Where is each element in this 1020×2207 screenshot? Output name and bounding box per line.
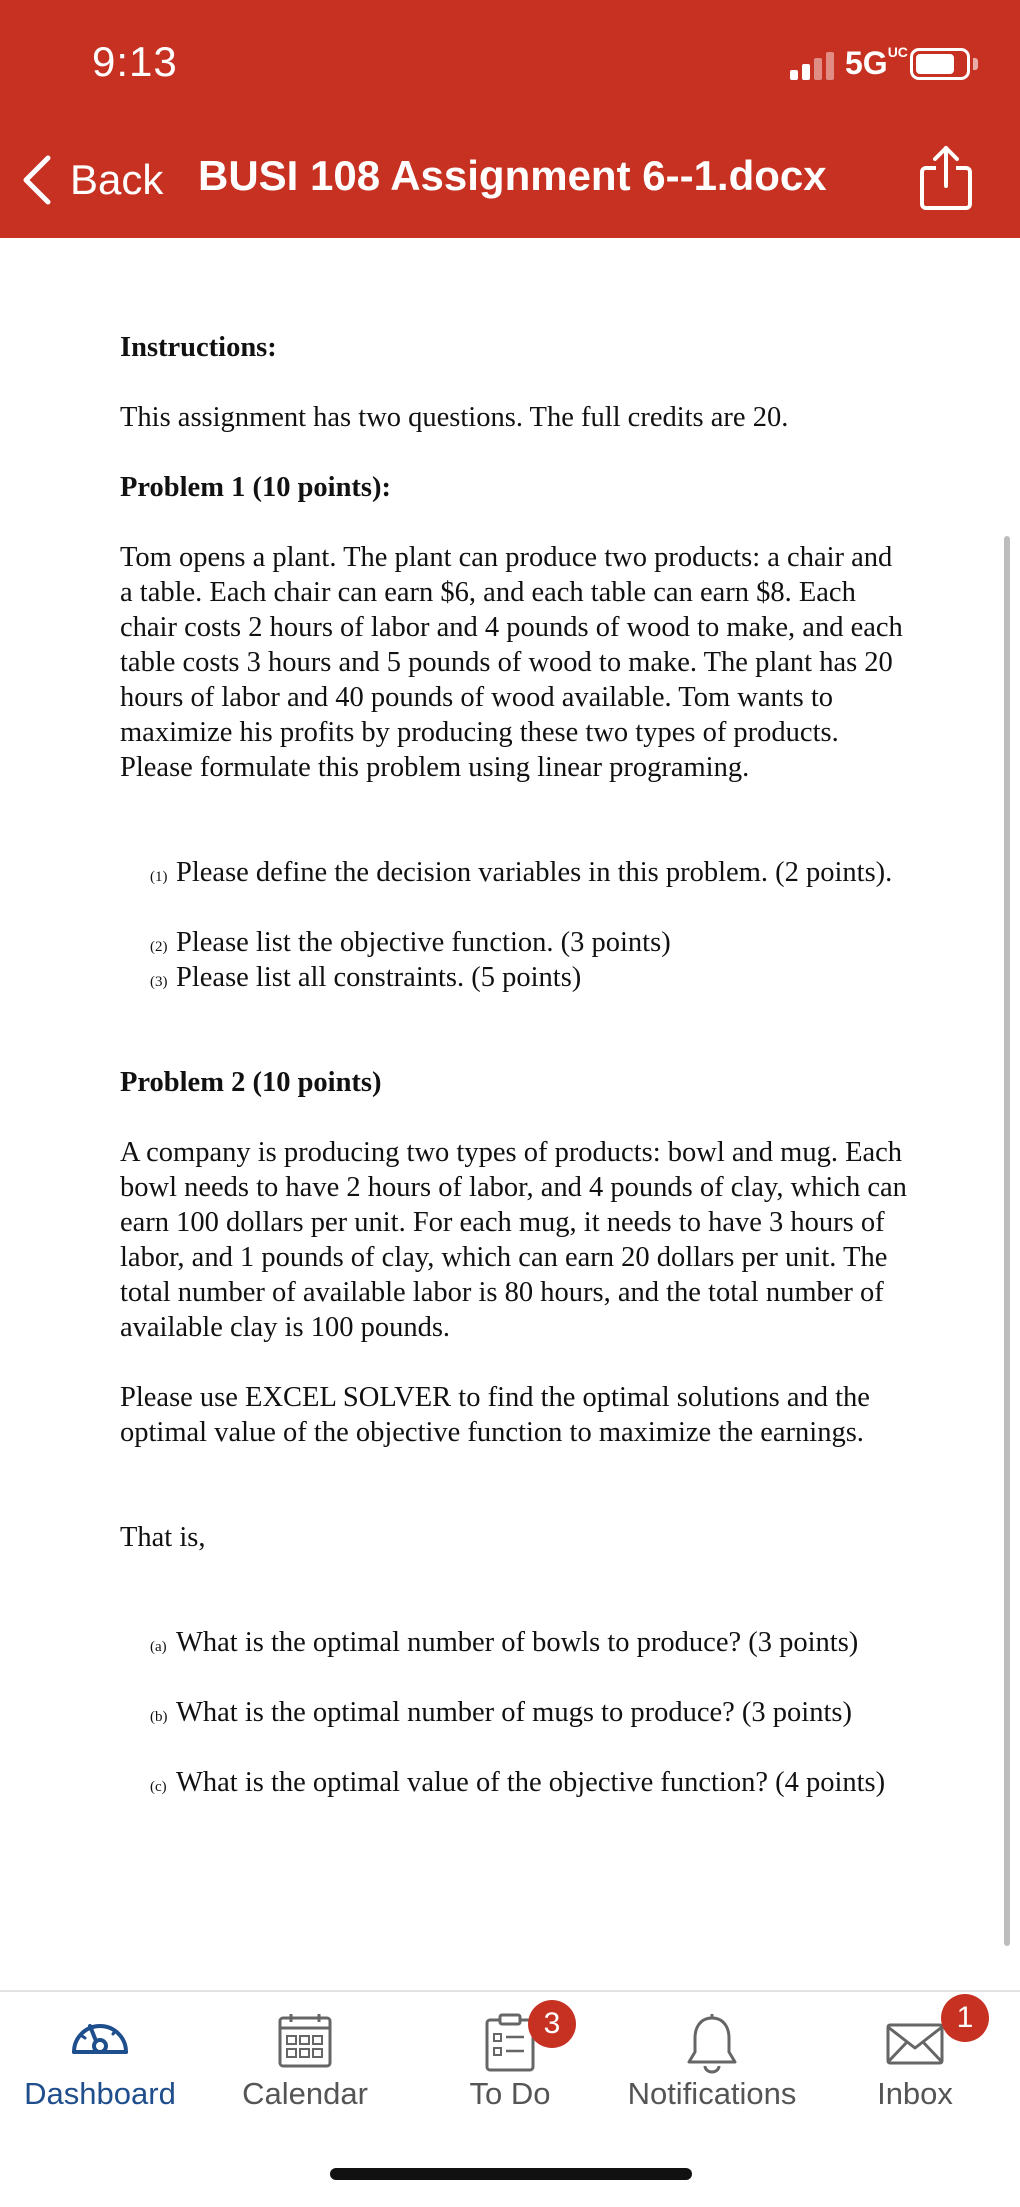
calendar-icon — [277, 2012, 333, 2070]
nav-inbox[interactable] — [815, 1992, 1015, 2122]
dashboard-gauge-icon — [68, 2012, 132, 2060]
nav-dashboard[interactable] — [0, 1992, 200, 2122]
problem1-item-1: (1) Please define the decision variables in this problem. (2 points). — [150, 857, 893, 888]
inbox-badge: 1 — [941, 1994, 989, 2042]
problem1-body: Tom opens a plant. The plant can produce two products: a chair and a table. Each chair can earn $6, and each table can earn $8. Each chair costs 2 hours of labor and 4 pounds of wood to make, and each table costs 3 hours and 5 pounds of wood to make. The plant has 20 hours of labor and 40 pounds of wood available. Tom wants to maximize his profits by producing these two types of products. Please formulate this problem using linear programing. — [120, 542, 903, 783]
problem1-item-2: (2) Please list the objective function. (3 points) — [150, 927, 671, 958]
nav-todo-label: To Do — [469, 2076, 551, 2111]
nav-notifications[interactable] — [612, 1992, 812, 2122]
nav-calendar-label: Calendar — [242, 2076, 368, 2111]
document-scrollbar[interactable] — [1004, 536, 1010, 1946]
network-indicator: $5G^{UC}$ — [845, 44, 908, 81]
mail-icon — [885, 2020, 945, 2068]
battery-tip — [973, 58, 978, 70]
nav-dashboard-label: Dashboard — [24, 2076, 176, 2111]
problem1-item-3: (3) Please list all constraints. (5 points) — [150, 962, 582, 993]
status-time: 9:13 — [92, 38, 178, 85]
todo-badge: 3 — [528, 2000, 576, 2048]
cellular-signal-icon — [790, 50, 836, 80]
problem2-heading: Problem 2 (10 points) — [120, 1067, 382, 1098]
nav-inbox-label: Inbox — [877, 2076, 953, 2111]
back-button[interactable] — [20, 148, 163, 212]
back-label: Back — [70, 156, 164, 203]
problem2-that-is: That is, — [120, 1522, 206, 1553]
instructions-heading: Instructions: — [120, 332, 277, 363]
battery-icon — [910, 48, 970, 80]
app-header — [0, 0, 1020, 238]
problem2-item-b: (b) What is the optimal number of mugs to produce? (3 points) — [150, 1697, 852, 1728]
bell-icon — [684, 2012, 740, 2074]
share-button[interactable] — [916, 140, 976, 214]
chevron-left-icon — [20, 154, 54, 206]
problem2-item-a: (a) What is the optimal number of bowls to produce? (3 points) — [150, 1627, 859, 1658]
home-indicator[interactable] — [330, 2168, 692, 2180]
problem2-body: A company is producing two types of products: bowl and mug. Each bowl needs to have 2 hours of labor, and 4 pounds of clay, which can earn 100 dollars per unit. For each mug, it needs to have 3 hours of labor, and 1 pounds of clay, which can earn 20 dollars per unit. The total number of available labor is 80 hours, and the total number of available clay is 100 pounds. — [120, 1137, 907, 1343]
nav-todo[interactable] — [410, 1992, 610, 2122]
nav-calendar[interactable] — [205, 1992, 405, 2122]
problem2-item-c: (c) What is the optimal value of the objective function? (4 points) — [150, 1767, 886, 1798]
nav-notifications-label: Notifications — [627, 2076, 797, 2111]
instructions-text: This assignment has two questions. The full credits are 20. — [120, 402, 789, 433]
document-title: BUSI 108 Assignment 6--1.docx — [198, 152, 827, 199]
problem1-heading: Problem 1 (10 points): — [120, 472, 392, 503]
share-icon — [916, 140, 976, 214]
problem2-body2: Please use EXCEL SOLVER to find the optimal solutions and the optimal value of the objective function to maximize the earnings. — [120, 1382, 870, 1448]
